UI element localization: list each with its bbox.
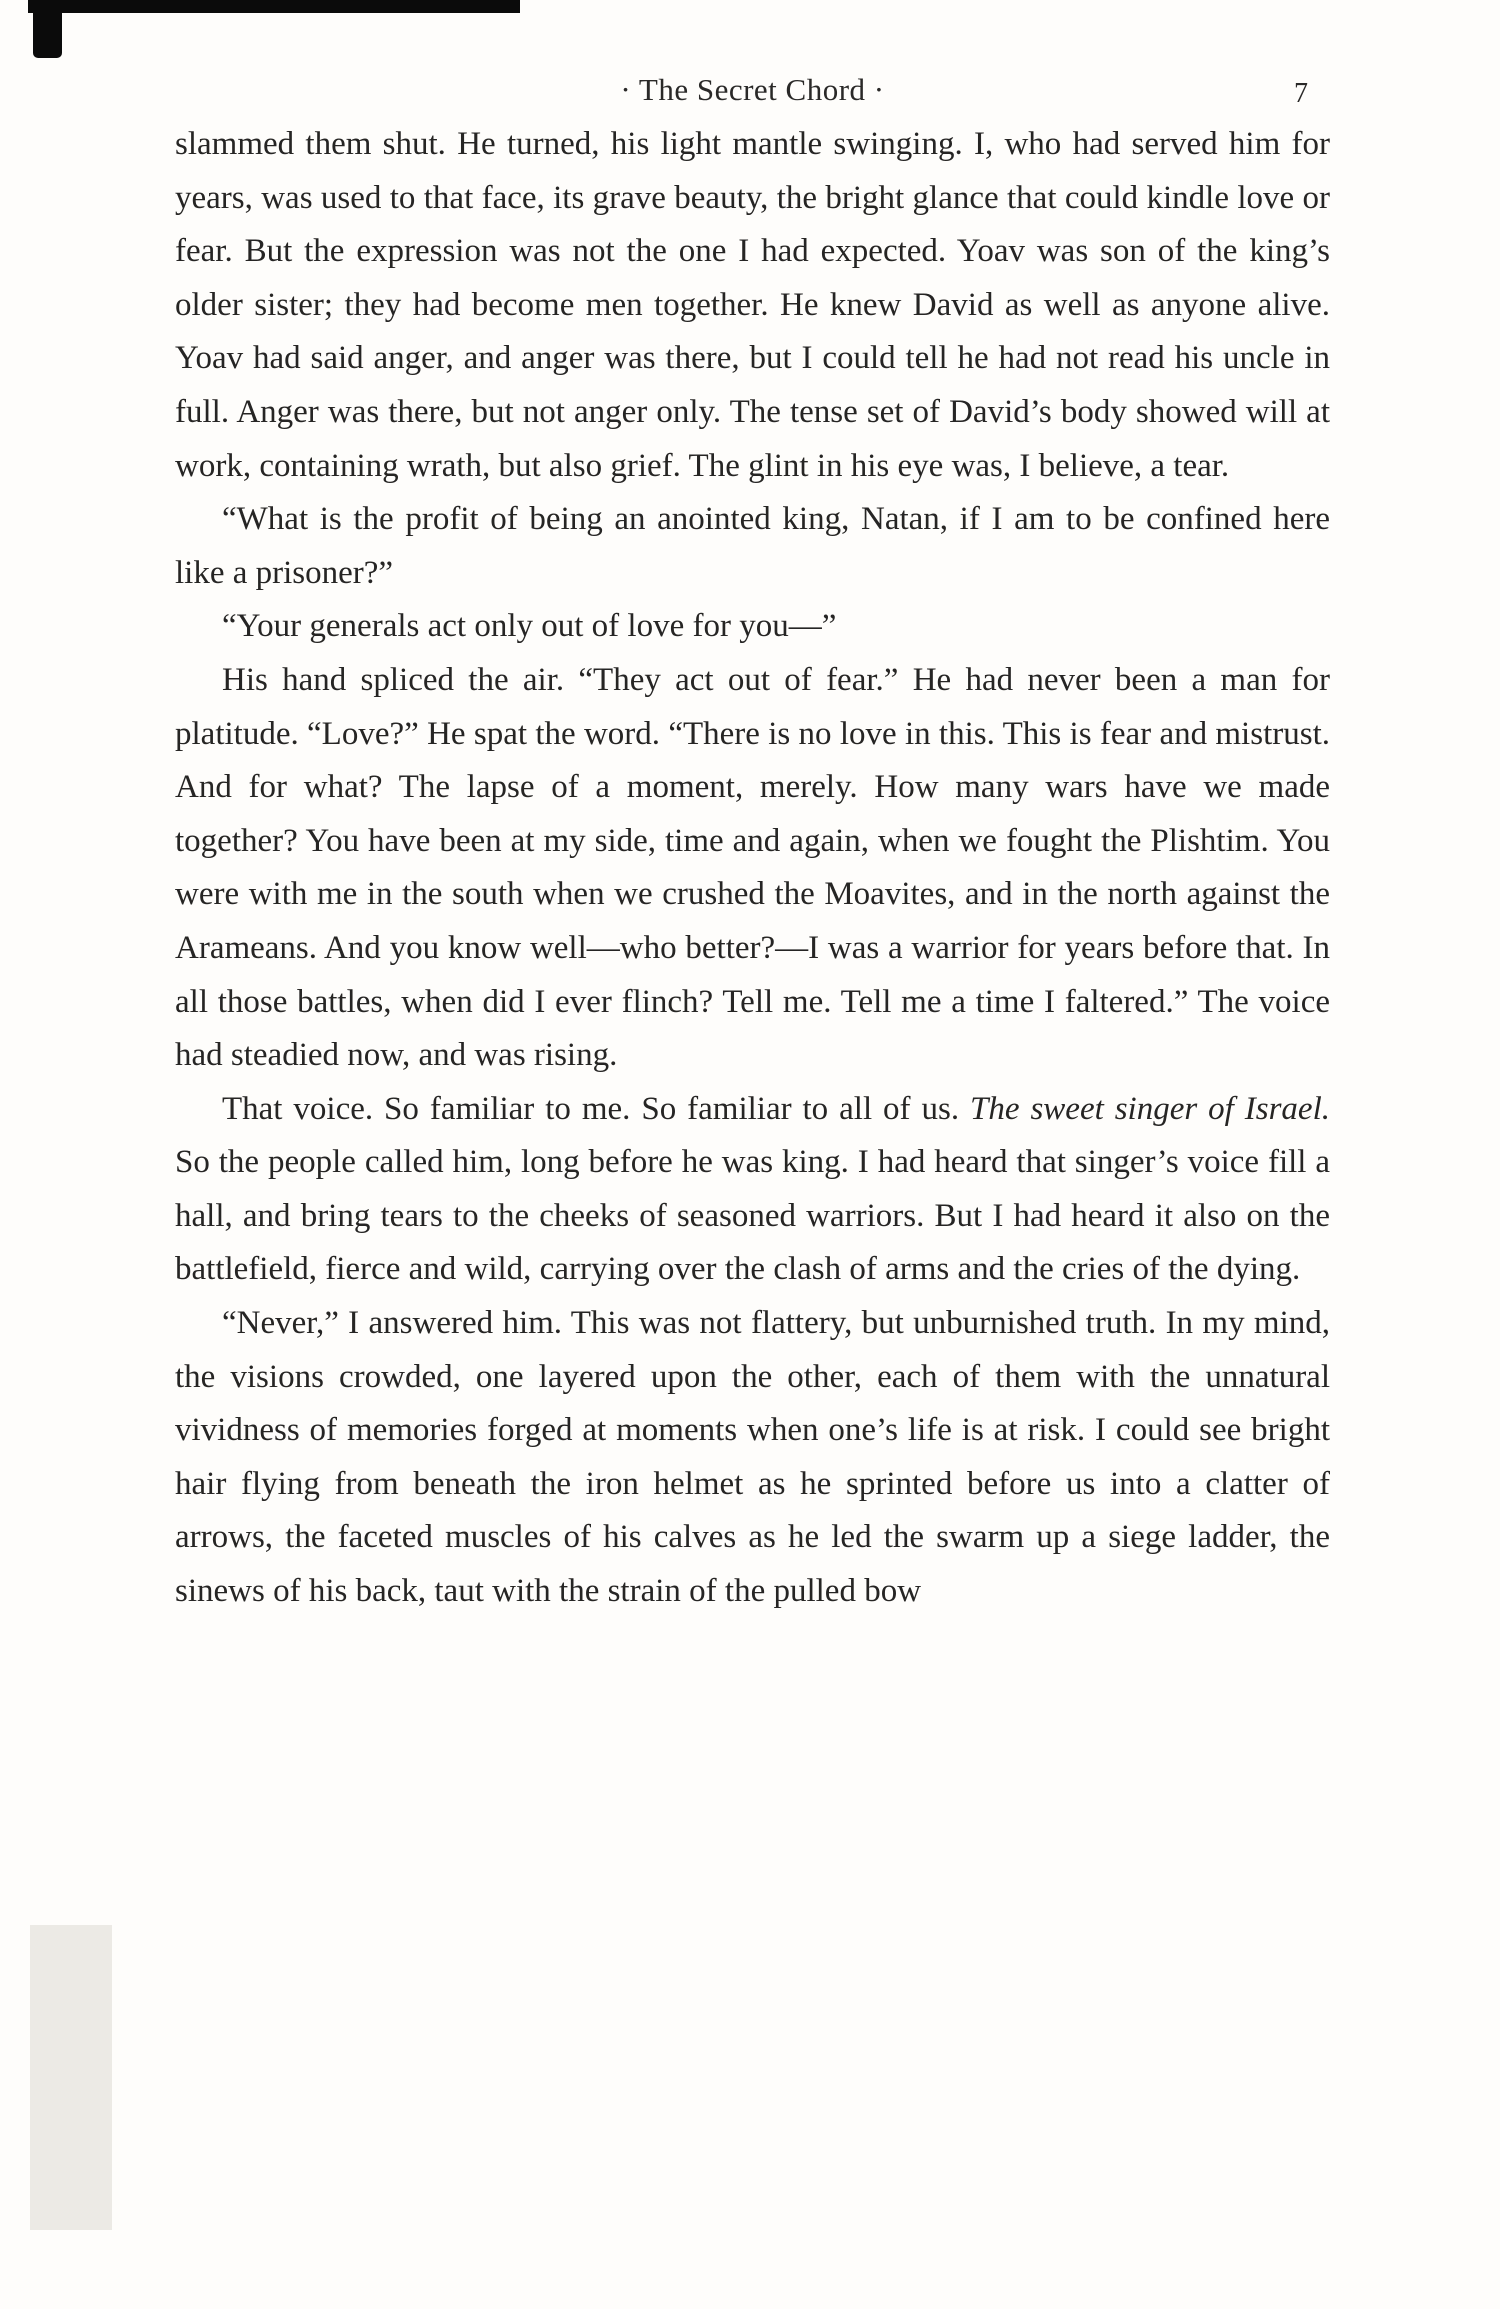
text-segment: “What is the profit of being an anointed king, Natan, if I am to be confined here like a prisoner?” [175, 501, 1330, 591]
text-segment: “Never,” I answered him. This was not flattery, but unburnished truth. In my mind, the visions crowded, one layered upon the other, each of them with the unnatural vividness of memories forged at moments when one’s life is at risk. I could see bright hair flying from beneath the iron helmet as he sprinted before us into a clatter of arrows, the faceted muscles of his calves as he led the swarm up a siege ladder, the sinews of his back, taut with the strain of the pulled bow [175, 1305, 1330, 1610]
page-number: 7 [1294, 78, 1308, 109]
text-segment: His hand spliced the air. “They act out of fear.” He had never been a man for platitude. “Love?” He spat the word. “There is no love in this. This is fear and mistrust. And for what? The lapse of a moment, merely. How many wars have we made together? You have been at my side, time and again, when we fought the Plishtim. You were with me in the south when we crushed the Moavites, and in the north against the Arameans. And you know well—who better?—I was a warrior for years before that. In all those battles, when did I ever flinch? Tell me. Tell me a time I faltered.” The voice had steadied now, and was rising. [175, 661, 1330, 1074]
paragraph [175, 118, 1330, 493]
paragraph [175, 1083, 1330, 1297]
paragraph [175, 493, 1330, 600]
scan-artifact-margin-shadow [30, 1925, 112, 2230]
text-segment: “Your generals act only out of love for you—” [222, 608, 837, 645]
page-body [175, 118, 1330, 1619]
running-header-title: · The Secret Chord · [620, 72, 885, 107]
scan-artifact-top-bar [28, 0, 520, 13]
text-segment: slammed them shut. He turned, his light mantle swinging. I, who had served him for years, was used to that face, its grave beauty, the bright glance that could kindle love or fear. But the expression was not the one I had expected. Yoav was son of the king’s older sister; they had become men together. He knew David as well as anyone alive. Yoav had said anger, and anger was there, but I could tell he had not read his uncle in full. Anger was there, but not anger only. The tense set of David’s body showed will at work, containing wrath, but also grief. The glint in his eye was, I believe, a tear. [175, 126, 1330, 484]
paragraph [175, 654, 1330, 1083]
italic-text-segment: The sweet singer of Israel. [970, 1090, 1330, 1127]
text-segment: That voice. So familiar to me. So familiar to all of us. [222, 1090, 971, 1127]
text-segment: So the people called him, long before he was king. I had heard that singer’s voice fill a hall, and bring tears to the cheeks of seasoned warriors. But I had heard it also on the battlefield, fierce and wild, carrying over the clash of arms and the cries of the dying. [175, 1144, 1330, 1288]
scan-artifact-corner-mark [33, 0, 62, 58]
paragraph [175, 1297, 1330, 1619]
page-header [175, 72, 1330, 116]
paragraph [175, 600, 1330, 654]
